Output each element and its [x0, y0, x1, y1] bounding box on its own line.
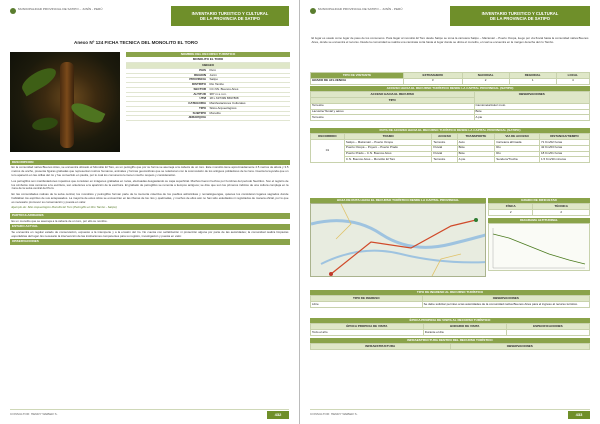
- municipality-text: MUNICIPALIDAD PROVINCIAL DE SATIPO – JUNÍN - PERÚ: [318, 7, 403, 11]
- ficha-key: REGION: [126, 74, 208, 79]
- dificultad-title: GRADO DE DIFICULTAD: [488, 198, 590, 203]
- epoca-block: [310, 318, 590, 336]
- ficha-key: SUBTIPO: [126, 112, 208, 117]
- ficha-key: CATEGORIA: [126, 102, 208, 107]
- acceso-obs: Bote: [474, 109, 590, 115]
- ruta-number: 01: [311, 140, 345, 163]
- ruta-tramo: Puerto Prado – C.N. Buenos Aires: [344, 151, 431, 157]
- dificultad-val: 2: [489, 210, 533, 216]
- ruta-transp: Auto: [457, 140, 495, 146]
- ruta-block: [310, 128, 590, 163]
- ficha-key: SECTOR: [126, 88, 208, 93]
- inventory-line1: INVENTARIO TURISTICO Y CULTURAL: [481, 10, 559, 16]
- ficha-key: PROVINCIA: [126, 78, 208, 83]
- epoca-col: ESPECIFICACIONES: [506, 324, 589, 330]
- diagrama-title: DIAGRAMA ALTITUDINAL: [488, 218, 590, 223]
- ruta-row: [311, 157, 590, 163]
- intro-paragraph: El lugar es usado como lugar de paso de los comuneros. Para llegar al monolito El Toro desde Satipo se toma la carretera Satipo – Mazamari – Puerto Ocopa, luego por vía fluvial hasta la comunidad nativa Buenos Aires, donde se encuentra el recurso. Desde la comunidad se realiza una caminata corta hasta el lugar donde se ubica el monolito, el cual se encuentra en la margen derecha del río Tambo.: [311, 36, 589, 44]
- observaciones-title: OBSERVACIONES: [10, 239, 290, 244]
- ficha-key: UTM: [126, 97, 208, 102]
- grado-label: GRADO DE AFLUENCIA: [311, 78, 404, 84]
- tipo-col: LOCAL: [556, 73, 589, 79]
- inventory-line1: INVENTARIO TURISTICO Y CULTURAL: [191, 10, 269, 16]
- ruta-col: TRAMO: [344, 134, 431, 140]
- infra-col: OBSERVACIONES: [450, 344, 590, 350]
- especificaciones-val: [506, 330, 589, 336]
- ruta-col: ACCESO: [432, 134, 457, 140]
- ficha-table: [126, 52, 290, 121]
- estado-text: Se encuentra en regular estado de conservación, expuesto a la intemperie y a la erosión del río. No cuenta con señalización ni protección alguna por parte de las autoridades; la comunidad realiza limpiezas esporádicas del lugar. Es necesario la intervención de las instituciones competentes para su registro, investigación y puesta en valor.: [11, 229, 289, 238]
- horario-val: Durante el día: [423, 330, 506, 336]
- ruta-col: RECORRIDO: [311, 134, 345, 140]
- ruta-dist: 18 Km/01 horas: [539, 151, 589, 157]
- ruta-acceso: Terrestre: [432, 140, 457, 146]
- tipo-visitante-title: TIPO DE VISITANTE: [311, 73, 404, 79]
- consultant-credit: CONSULTOR: HENRY WEBER S.: [310, 412, 358, 417]
- epoca-col: HORARIO DE VISITA: [423, 324, 506, 330]
- ruta-transp: Bote: [457, 151, 495, 157]
- ficha-value: Junín: [208, 74, 290, 79]
- ficha-key: ALTITUD: [126, 93, 208, 98]
- grado-val: 1: [509, 78, 556, 84]
- acceso-row: [311, 115, 590, 121]
- ruta-via: Río: [495, 145, 540, 151]
- acceso-tipo: Lacustre/ fluvial y aéreo: [311, 109, 475, 115]
- dificultad-val: 2: [533, 210, 590, 216]
- description-p1: En la comunidad nativa Buenos Aires, se encuentra ubicado el Monolito El Toro, es un petroglifo que por su forma se asemeja a la cabeza de un toro. Este monolito tiene aproximadamente 4.5 metros de altura y 3.5 metros de ancho, presenta figuras grabadas que representan rostros humanos, animales y formas geométricas que se relacionan con la cosmovisión de los antiguos pobladores de la zona. Cuenta la leyenda que un toro apareció en las orillas del río y fue convertido en piedra, por lo cual los comuneros le tienen mucho respeto y consideración.: [11, 165, 289, 177]
- ruta-title: RUTA DE ACCESO HACIA EL RECURSO TURÍSTICO DESDE LA CAPITAL PROVINCIAL (SATIPO): [310, 128, 590, 133]
- ruta-transp: A pie: [457, 157, 495, 163]
- dificultad-col: TÉCNICA: [533, 204, 590, 210]
- acceso-title: ACCESO HACIA EL RECURSO TURÍSTICO DESDE LA CAPITAL PROVINCIAL (SATIPO): [310, 86, 590, 91]
- ruta-via: Carretera afirmada: [495, 140, 540, 146]
- page-number: 432: [267, 411, 289, 419]
- tipo-ingreso-col: OBSERVACIONES: [422, 296, 589, 302]
- page-footer: [310, 409, 590, 418]
- page-footer: [10, 409, 289, 418]
- ficha-value: Manifestaciones Culturales: [208, 102, 290, 107]
- tipo-ingreso-title: TIPO DE INGRESO AL RECURSO TURÍSTICO: [310, 290, 590, 295]
- ruta-tramo: C.N. Buenos Aires – Monolito El Toro: [344, 157, 431, 163]
- dificultad-panel: [488, 198, 590, 277]
- tipo-ingreso-block: [310, 290, 590, 308]
- ruta-tramo: Puerto Ocopa – Poyeni – Puerto Prado: [344, 145, 431, 151]
- page-header: [10, 6, 289, 28]
- ruta-col: DISTANCIA/TIEMPO: [539, 134, 589, 140]
- ubigeo-label: UBIGEO: [126, 63, 290, 69]
- tipo-ingreso-val: Libre: [311, 302, 423, 308]
- infra-col: INFRAESTRUCTURA: [311, 344, 451, 350]
- consultant-credit: CONSULTOR: HENRY WEBER S.: [10, 412, 58, 417]
- tipo-ingreso-obs: Se debe solicitar permiso a las autoridades de la comunidad nativa Buenos Aires para el ingreso al recurso turístico.: [422, 302, 589, 308]
- infra-block: [310, 338, 590, 350]
- inventory-line2: DE LA PROVINCIA DE SATIPO: [489, 16, 551, 21]
- ficha-value: Monolito: [208, 112, 290, 117]
- description-p2: Los petroglifos son manifestaciones rupestres que consisten en imágenes grabadas en rocas, efectuadas desgastando su capa superficial. Muchos fueron hechos por hombres del período Neolítico. Son el registro de los símbolos más cercanos a la escritura, son anteriores a la aparición de la escritura. El grabado de petroglifos se remonta a tiempos antiguos; se dice que son los primeros indicios de una cultura compleja en la zona de la selva central del Perú.: [11, 178, 289, 191]
- inventory-banner: [171, 6, 289, 26]
- grado-val: 2: [462, 78, 509, 84]
- ruta-tramo: Satipo – Mazamari – Puerto Ocopa: [344, 140, 431, 146]
- hoja-ruta-title: HOJA DE RUTA HACIA EL RECURSO TURÍSTICO DESDE LA CAPITAL PROVINCIAL: [310, 198, 486, 203]
- ficha-key: TIPO: [126, 107, 208, 112]
- hoja-ruta-block: [310, 198, 590, 277]
- ruta-acceso: Fluvial: [432, 145, 457, 151]
- ruta-dist: 1.5 Km/30 minutos: [539, 157, 589, 163]
- tipo-col: REGIONAL: [509, 73, 556, 79]
- ficha-key: JERARQUIA: [126, 116, 208, 121]
- ficha-key: DISTRITO: [126, 83, 208, 88]
- ficha-rows: [126, 69, 290, 121]
- description-block: [10, 160, 290, 245]
- description-title: DESCRIPCION: [10, 160, 290, 165]
- epoca-val: Todo el año: [311, 330, 424, 336]
- ruta-acceso: Fluvial: [432, 151, 457, 157]
- ruta-dist: 71 Km/02 horas: [539, 140, 589, 146]
- municipality-line: [10, 6, 171, 28]
- acceso-obs: Camioneta/Auto/ moto: [474, 103, 590, 109]
- ruta-dist: 42 Km/03 horas: [539, 145, 589, 151]
- ficha-heading: NOMBRE DEL RECURSO TURISTICO: [126, 52, 290, 57]
- ficha-row: [126, 116, 290, 121]
- estado-title: ESTADO ACTUAL: [10, 224, 290, 229]
- ruta-col: VIA DE ACCESO: [495, 134, 540, 140]
- ficha-value: Perú: [208, 69, 290, 74]
- acceso-sub: ACCESO HACIA EL RECURSO: [311, 92, 475, 98]
- epoca-title: ÉPOCA PROPICIA DE VISITA AL RECURSO TURÍSTICO: [310, 318, 590, 323]
- ruta-transp: Bote: [457, 145, 495, 151]
- altitude-diagram: [488, 223, 590, 271]
- tipo-ingreso-col: TIPO DE INGRESO: [311, 296, 423, 302]
- ficha-value: CC.NN. Buenos Aires: [208, 88, 290, 93]
- particularidades-text: Es un monolito que se asemeja a la cabeza de un toro, por ello su nombre.: [11, 218, 108, 223]
- description-p3: En las comunidades nativas de la selva central, los monolitos y petroglifos forman parte de la memoria colectiva de los pueblos asháninkas y nomatsiguengas, quienes los consideran lugares sagrados donde habitaban los espíritus de sus antepasados. La mayoría de estos sitios se encuentran en las riberas de los ríos y quebradas, y muchos de ellos aún no han sido estudiados ni registrados de manera oficial, por lo que es necesario promover su conservación y puesta en valor.: [11, 192, 289, 204]
- tipo-visitante-block: [310, 72, 590, 85]
- ruta-via: Río: [495, 151, 540, 157]
- monolith-photo: [10, 52, 120, 152]
- inventory-banner: [450, 6, 590, 26]
- resource-name: MONOLITO EL TORO: [126, 57, 290, 63]
- grado-val: 3: [403, 78, 462, 84]
- tipo-col: EXTRANJERO: [403, 73, 462, 79]
- municipality-logo-icon: [310, 8, 316, 14]
- description-example: Ejemplo de: Sitio Arqueológico Monolito El Toro (Petroglifo en Río Tambo - Satipo): [11, 205, 117, 210]
- route-map: [310, 203, 486, 277]
- ficha-value: 387 m.s.n.m.: [208, 93, 290, 98]
- ficha-value: [208, 116, 290, 121]
- dificultad-col: FÍSICA: [489, 204, 533, 210]
- ficha-key: PAIS: [126, 69, 208, 74]
- acceso-tipo: Terrestre: [311, 103, 475, 109]
- ficha-title: Anexo Nº 124 FICHA TECNICA DEL MONOLITO EL TORO: [74, 40, 198, 45]
- page-header: [310, 6, 590, 28]
- acceso-block: [310, 86, 590, 121]
- ruta-acceso: Terrestre: [432, 157, 457, 163]
- municipality-line: [310, 6, 450, 28]
- acceso-col-tipo: TIPO: [311, 98, 475, 104]
- page-number: 433: [568, 411, 590, 419]
- epoca-col: ÉPOCA PROPICIA DE VISITA: [311, 324, 424, 330]
- right-page: [300, 0, 600, 424]
- ficha-value: Río Tambo: [208, 83, 290, 88]
- tipo-col: NACIONAL: [462, 73, 509, 79]
- grado-val: 4: [556, 78, 589, 84]
- ficha-value: Satipo: [208, 78, 290, 83]
- ficha-value: 18 L 637399 8697808: [208, 97, 290, 102]
- municipality-logo-icon: [10, 8, 16, 14]
- particularidades-title: PARTICULARIDADES: [10, 213, 290, 218]
- acceso-col-obs: OBSERVACIONES: [474, 92, 590, 104]
- ruta-col: TRANSPORTE: [457, 134, 495, 140]
- infra-title: INFRAESTRUCTURA DENTRO DEL RECURSO TURÍSTICO: [310, 338, 590, 343]
- acceso-obs: A pie: [474, 115, 590, 121]
- inventory-line2: DE LA PROVINCIA DE SATIPO: [199, 16, 261, 21]
- ficha-value: Sitios Arqueológicos: [208, 107, 290, 112]
- acceso-tipo: Terrestre: [311, 115, 475, 121]
- ruta-via: Sendero/Trocha: [495, 157, 540, 163]
- municipality-text: MUNICIPALIDAD PROVINCIAL DE SATIPO – JUNÍN - PERÚ: [18, 7, 103, 11]
